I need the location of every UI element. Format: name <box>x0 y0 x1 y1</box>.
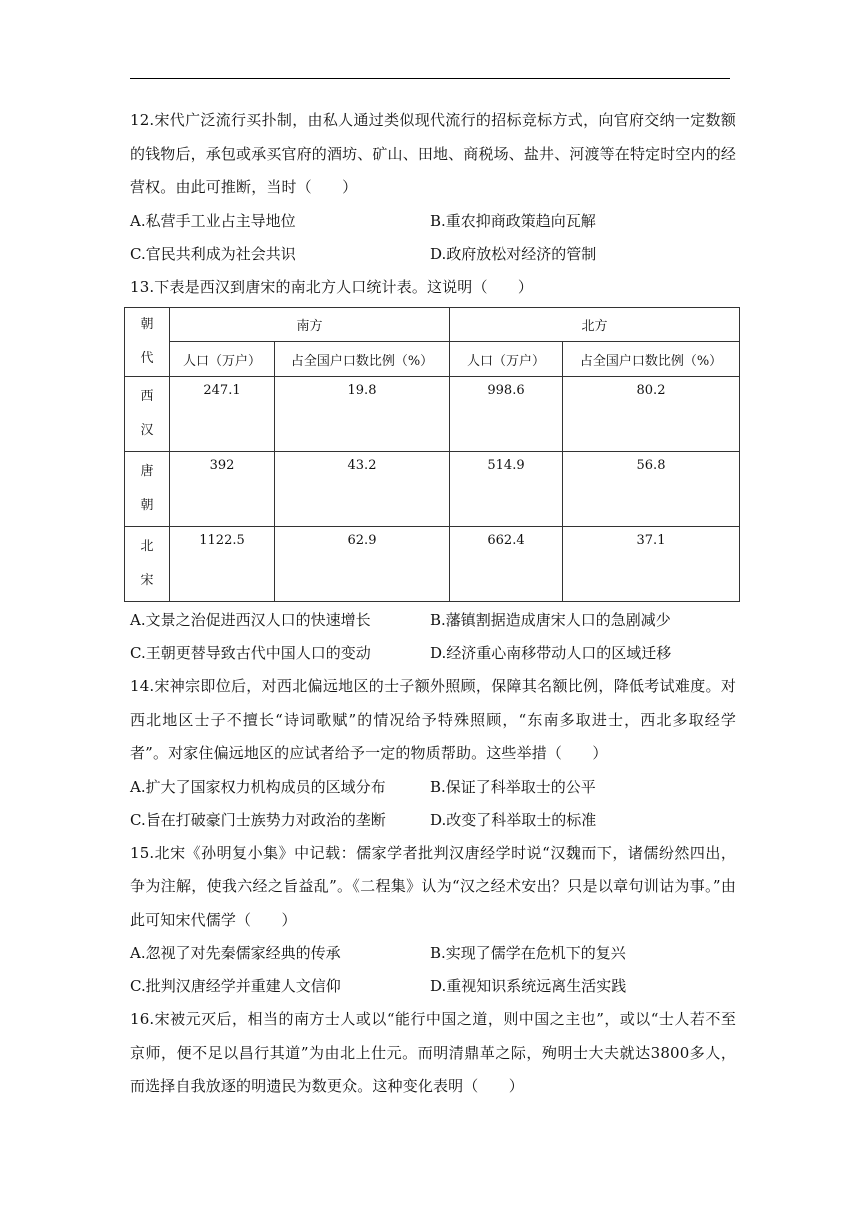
north-pop-header: 人口（万户） <box>450 342 563 377</box>
q13-option-a[interactable]: A.文景之治促进西汉人口的快速增长 <box>130 611 371 629</box>
south-pop-cell: 247.1 <box>170 377 275 452</box>
question-13-options <box>130 604 736 670</box>
south-pct-cell: 62.9 <box>275 527 450 602</box>
north-pop-cell: 514.9 <box>450 452 563 527</box>
question-14-options <box>130 771 736 837</box>
q14-option-a[interactable]: A.扩大了国家权力机构成员的区域分布 <box>130 777 386 796</box>
table-subheader-row <box>125 342 740 377</box>
q15-option-b[interactable]: B.实现了儒学在危机下的复兴 <box>430 944 626 962</box>
q14-option-d[interactable]: D.改变了科举取士的标准 <box>430 810 597 829</box>
question-16-stem: 16.宋被元灭后，相当的南方士人或以“能行中国之道，则中国之主也”，或以“士人若不至京师，便不足以昌行其道”为由北上仕元。而明清鼎革之际，殉明士大夫就达3800多人，而选择自我放逐的明遗民为数更众。这种变化表明（ ） <box>130 1010 736 1095</box>
south-pop-cell: 392 <box>170 452 275 527</box>
south-pct-header: 占全国户口数比例（%） <box>275 342 450 377</box>
question-12-options <box>130 205 736 271</box>
population-table <box>124 307 740 602</box>
north-pct-header: 占全国户口数比例（%） <box>563 342 740 377</box>
question-12-stem: 12.宋代广泛流行买扑制，由私人通过类似现代流行的招标竞标方式，向官府交纳一定数额的钱物后，承包或承买官府的酒坊、矿山、田地、商税场、盐井、河渡等在特定时空内的经营权。由此可推断，当时（ ） <box>130 111 737 196</box>
table-row <box>125 452 740 527</box>
question-sheet <box>130 104 736 1104</box>
q12-option-c[interactable]: C.官民共利成为社会共识 <box>130 244 296 263</box>
north-header: 北方 <box>450 308 740 342</box>
q15-option-a[interactable]: A.忽视了对先秦儒家经典的传承 <box>130 944 341 962</box>
q13-option-b[interactable]: B.藩镇割据造成唐宋人口的急剧减少 <box>430 611 671 629</box>
south-pct-cell: 19.8 <box>275 377 450 452</box>
header-rule <box>130 78 730 79</box>
q14-option-b[interactable]: B.保证了科举取士的公平 <box>430 777 596 796</box>
north-pct-cell: 37.1 <box>563 527 740 602</box>
question-15-stem: 15.北宋《孙明复小集》中记载：儒家学者批判汉唐经学时说“汉魏而下，诸儒纷然四出，争为注解，使我六经之旨益乱”。《二程集》认为“汉之经术安出？只是以章句训诂为事。”由此可知宋代儒学（ ） <box>130 843 736 929</box>
table-row <box>125 377 740 452</box>
q13-option-c[interactable]: C.王朝更替导致古代中国人口的变动 <box>130 644 371 662</box>
north-pop-cell: 998.6 <box>450 377 563 452</box>
north-pct-cell: 56.8 <box>563 452 740 527</box>
dynasty-cell: 唐 朝 <box>125 452 170 527</box>
q12-option-a[interactable]: A.私营手工业占主导地位 <box>130 211 296 230</box>
question-13-stem: 13.下表是西汉到唐宋的南北方人口统计表。这说明（ ） <box>130 277 534 296</box>
question-15-options <box>130 937 736 1003</box>
q13-option-d[interactable]: D.经济重心南移带动人口的区域迁移 <box>430 644 672 662</box>
south-pct-cell: 43.2 <box>275 452 450 527</box>
question-14-stem: 14.宋神宗即位后，对西北偏远地区的士子额外照顾，保障其名额比例，降低考试难度。对西北地区士子不擅长“诗词歌赋”的情况给予特殊照顾，“东南多取进士，西北多取经学者”。对家住偏远地区的应试者给予一定的物质帮助。这些举措（ ） <box>130 677 736 762</box>
table-header-row <box>125 308 740 342</box>
q12-option-b[interactable]: B.重农抑商政策趋向瓦解 <box>430 211 596 230</box>
q12-option-d[interactable]: D.政府放松对经济的管制 <box>430 244 597 263</box>
south-pop-header: 人口（万户） <box>170 342 275 377</box>
q15-option-d[interactable]: D.重视知识系统远离生活实践 <box>430 977 627 995</box>
q15-option-c[interactable]: C.批判汉唐经学并重建人文信仰 <box>130 977 341 995</box>
north-pop-cell: 662.4 <box>450 527 563 602</box>
north-pct-cell: 80.2 <box>563 377 740 452</box>
dynasty-cell: 西 汉 <box>125 377 170 452</box>
q14-option-c[interactable]: C.旨在打破豪门士族势力对政治的垄断 <box>130 810 386 829</box>
south-header: 南方 <box>170 308 450 342</box>
dynasty-cell: 北 宋 <box>125 527 170 602</box>
south-pop-cell: 1122.5 <box>170 527 275 602</box>
table-row <box>125 527 740 602</box>
dynasty-header: 朝 代 <box>125 308 170 377</box>
